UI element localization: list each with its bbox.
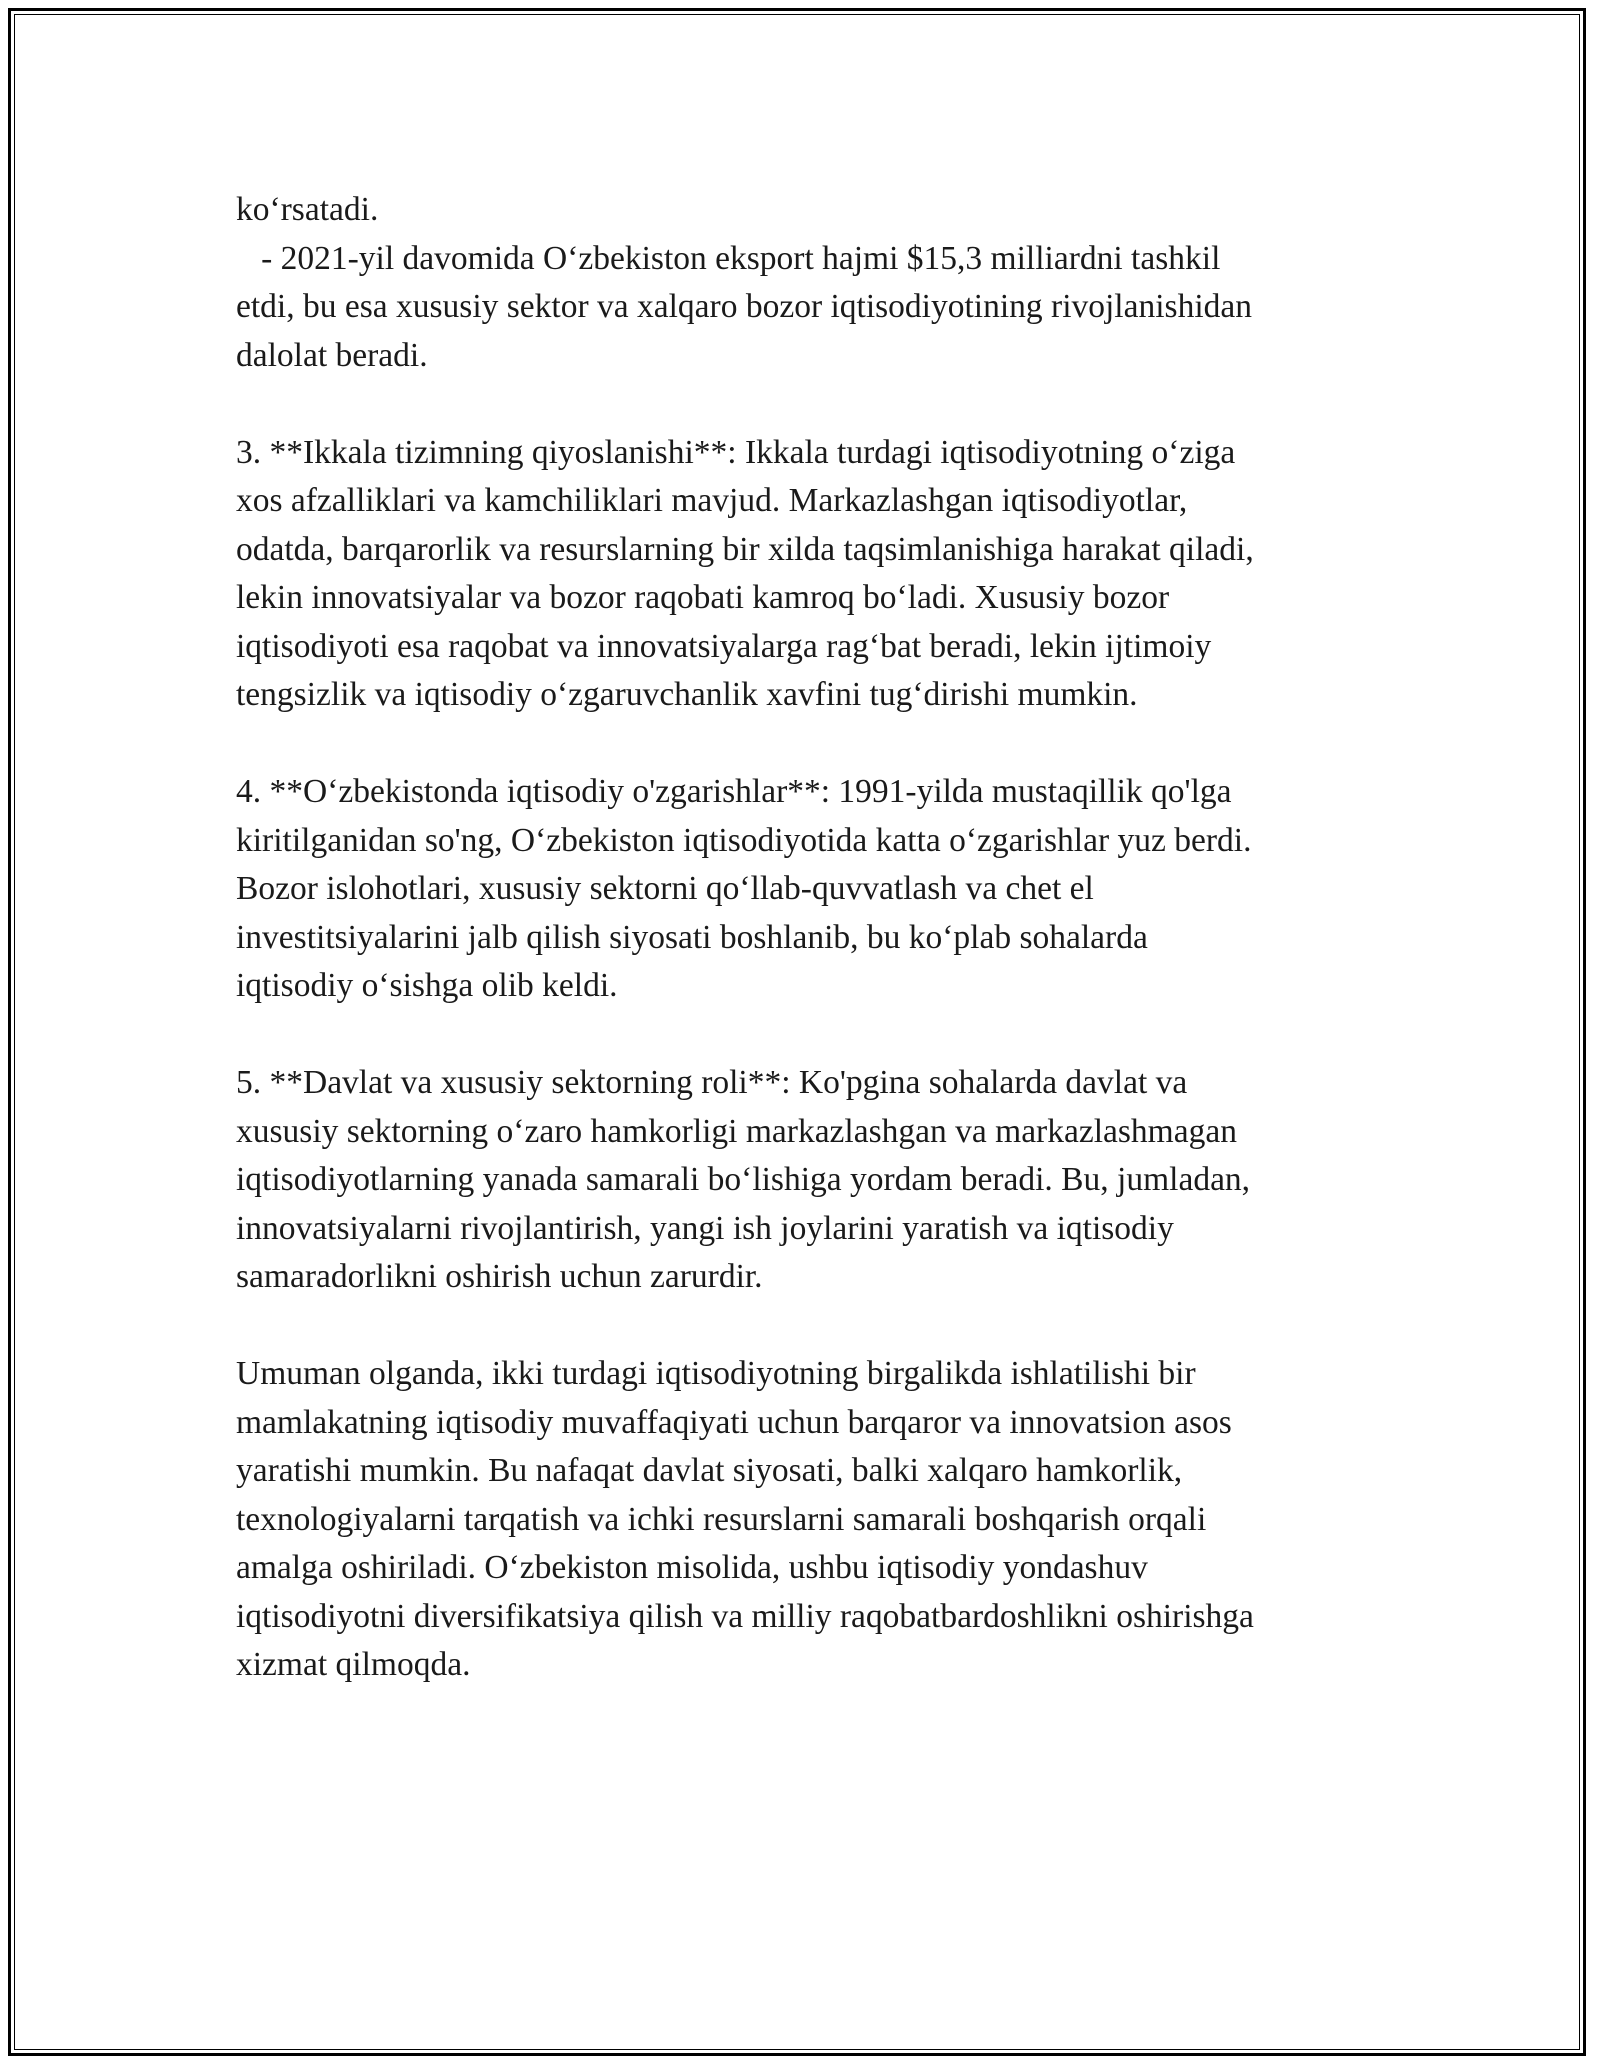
paragraph-spacer bbox=[236, 720, 1376, 769]
text-line: etdi, bu esa xususiy sektor va xalqaro bozor iqtisodiyotining rivojlanishidan bbox=[236, 288, 1253, 325]
paragraph-export-note bbox=[236, 186, 1376, 380]
text-line: mamlakatning iqtisodiy muvaffaqiyati uchun barqaror va innovatsion asos bbox=[236, 1403, 1232, 1441]
text-line: innovatsiyalarni rivojlantirish, yangi ish joylarini yaratish va iqtisodiy bbox=[236, 1209, 1174, 1247]
text-line: kiritilganidan so'ng, O‘zbekiston iqtisodiyotida katta o‘zgarishlar yuz berdi. bbox=[236, 821, 1252, 859]
text-line: ko‘rsatadi. bbox=[236, 191, 379, 228]
paragraph-comparison bbox=[236, 429, 1376, 720]
text-line: xos afzalliklari va kamchiliklari mavjud. Markazlashgan iqtisodiyotlar, bbox=[236, 482, 1188, 519]
text-line: investitsiyalarini jalb qilish siyosati boshlanib, bu ko‘plab sohalarda bbox=[236, 918, 1148, 956]
text-line: Bozor islohotlari, xususiy sektorni qo‘llab-quvvatlash va chet el bbox=[236, 870, 1094, 907]
text-line: amalga oshiriladi. O‘zbekiston misolida, ushbu iqtisodiy yondashuv bbox=[236, 1549, 1148, 1586]
text-line: samaradorlikni oshirish uchun zarurdir. bbox=[236, 1258, 763, 1295]
text-line: xizmat qilmoqda. bbox=[236, 1646, 471, 1683]
text-line: odatda, barqarorlik va resurslarning bir xilda taqsimlanishiga harakat qiladi, bbox=[236, 530, 1254, 568]
paragraph-conclusion bbox=[236, 1350, 1376, 1690]
document-body bbox=[236, 186, 1376, 1690]
text-line: dalolat beradi. bbox=[236, 336, 428, 374]
text-line: iqtisodiyoti esa raqobat va innovatsiyalarga rag‘bat beradi, lekin ijtimoiy bbox=[236, 627, 1212, 665]
text-line: tengsizlik va iqtisodiy o‘zgaruvchanlik xavfini tug‘dirishi mumkin. bbox=[236, 676, 1138, 713]
text-line: lekin innovatsiyalar va bozor raqobati kamroq bo‘ladi. Xususiy bozor bbox=[236, 579, 1170, 616]
text-line: 5. **Davlat va xususiy sektorning roli**: Ko'pgina sohalarda davlat va bbox=[236, 1064, 1188, 1101]
text-line: - 2021-yil davomida O‘zbekiston eksport hajmi $15,3 milliardni tashkil bbox=[236, 239, 1221, 277]
paragraph-uzbekistan-changes bbox=[236, 768, 1376, 1011]
text-line: 3. **Ikkala tizimning qiyoslanishi**: Ikkala turdagi iqtisodiyotning o‘ziga bbox=[236, 433, 1236, 471]
text-line: yaratishi mumkin. Bu nafaqat davlat siyosati, balki xalqaro hamkorlik, bbox=[236, 1452, 1183, 1489]
text-line: texnologiyalarni tarqatish va ichki resurslarni samarali boshqarish orqali bbox=[236, 1500, 1207, 1538]
text-line: 4. **O‘zbekistonda iqtisodiy o'zgarishlar**: 1991-yilda mustaqillik qo'lga bbox=[236, 773, 1232, 810]
paragraph-spacer bbox=[236, 1302, 1376, 1351]
text-line: Umuman olganda, ikki turdagi iqtisodiyotning birgalikda ishlatilishi bir bbox=[236, 1355, 1196, 1392]
text-line: iqtisodiyotlarning yanada samarali bo‘lishiga yordam beradi. Bu, jumladan, bbox=[236, 1161, 1251, 1198]
text-line: xususiy sektorning o‘zaro hamkorligi markazlashgan va markazlashmagan bbox=[236, 1112, 1237, 1150]
text-line: iqtisodiyotni diversifikatsiya qilish va milliy raqobatbardoshlikni oshirishga bbox=[236, 1597, 1254, 1635]
text-line: iqtisodiy o‘sishga olib keldi. bbox=[236, 967, 618, 1004]
paragraph-spacer bbox=[236, 380, 1376, 429]
paragraph-state-private-role bbox=[236, 1059, 1376, 1302]
paragraph-spacer bbox=[236, 1011, 1376, 1060]
